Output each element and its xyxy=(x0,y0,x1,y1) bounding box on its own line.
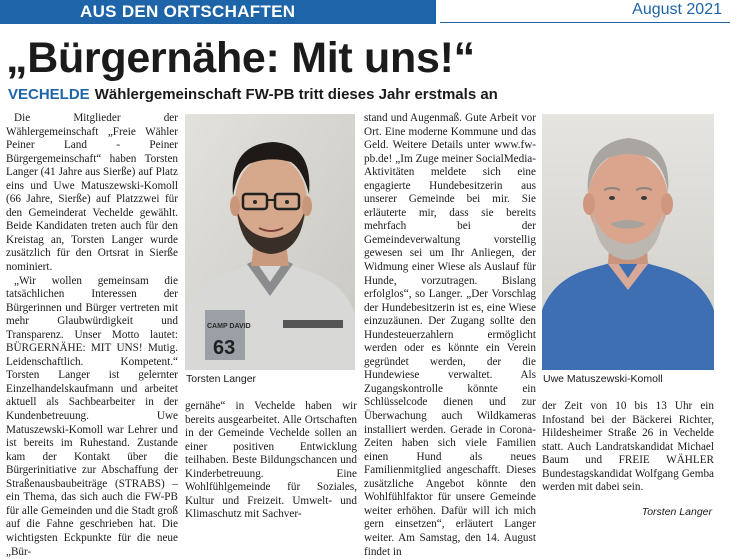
paragraph: stand und Augenmaß. Gute Arbeit vor Ort. Eine moderne Kommune und das Geld. Weitere Details unter www.fw-pb.de! „Im Zuge meiner SocialMedia-Aktivitäten meldete sich eine engagierte Hundebesitzerin aus unserer Gemeinde bei mir. Sie erläuterte mir, dass sie bereits mehrfach bei der Gemeindeverwaltung vorstellig gewesen sei um Ihr Anliegen, der Widmung einer Wiese als Auslauf für Hunde, vorzutragen. Bislang erfolglos“, so Langer. „Der Vorschlag der Hundebesitzerin ist es, eine Wiese einzuzäunen. Der Zugang sollte den Hundesteuerzahlern ermöglicht werden oder es könnte ein Verein gegründet werden, der die Hundewiese verwaltet. Als Zugangskontrolle könnte ein Schlüsselcode dienen und zur Überwachung auch Wildkameras installiert werden. Gerade in Corona-Zeiten haben sich viele Familien einen Hund als neues Familienmitglied angeschafft. Dieses zusätzliche Angebot könnte den Wohlfühlfaktor für unsere Gemeinde weiter erhöhen. Dafür will ich mich gern einsetzen“, erläutert Langer weiter. Am Samstag, den 14. August findet in xyxy=(364,112,536,558)
location-tag: VECHELDE xyxy=(8,86,90,103)
photo-caption-2: Uwe Matuszewski-Komoll xyxy=(543,373,663,385)
section-title: AUS DEN ORTSCHAFTEN xyxy=(80,2,296,21)
article-column-1 xyxy=(6,112,178,558)
portrait-illustration xyxy=(185,114,355,370)
paragraph: gernähe“ in Vechelde haben wir bereits ausgearbeitet. Alle Ortschaften in der Gemeinde Vechelde sollen an einer positiven Entwicklung teilhaben. Beste Bildungschancen und Kinderbetreuung. Eine Wohlfühlgemeinde für Soziales, Kultur und Freizeit. Umwelt- und Klimaschutz mit Sachver- xyxy=(185,400,357,521)
date-box xyxy=(440,0,730,23)
article-column-3 xyxy=(364,112,536,558)
photo-caption-1: Torsten Langer xyxy=(186,373,257,385)
article-headline: „Bürgernähe: Mit uns!“ xyxy=(6,34,475,82)
paragraph: „Wir wollen gemeinsam die tatsächlichen Interessen der Bürgerinnen und Bürger vertreten mit mehr Glaubwürdigkeit und Transparenz. Unser Motto lautet: BÜRGERNÄHE: MIT UNS! Mutig. Leidenschaftlich. Kompetent.“ Torsten Langer ist gelernter Einzelhandelskaufmann und arbeitet aktuell als Sachbearbeiter in der Kundenbetreuung. Uwe Matuszewski-Komoll war Lehrer und ist bereits im Ruhestand. Zustande kam der Kontakt über die Bürgerinitiative zur Abschaffung der Straßenausbaubeiträge (STRABS) – ein Thema, das sich auch die FW-PB für alle Gemeinden und die Stadt groß auf die Fahne geschrieben hat. Die wichtigsten Eckpunkte für die neue „Bür- xyxy=(6,274,178,558)
article-column-4 xyxy=(542,400,714,500)
subheadline-text: Wählergemeinschaft FW-PB tritt dieses Jahr erstmals an xyxy=(94,86,498,103)
photo-uwe-matuszewski-komoll xyxy=(542,114,714,370)
paragraph: Die Mitglieder der Wählergemeinschaft „Freie Wähler Peiner Land - Peiner Bürgergemeinschaft“ haben Torsten Langer (41 Jahre aus Sierße) auf Platz eins und Uwe Matuszewski-Komoll (66 Jahre, Sierße) auf Platzzwei für den Gemeinderat Vechelde gewählt. Beide Kandidaten treten auch für den Kreistag an, Torsten Langer wurde zusätzlich für den Ortsrat in Sierße nominiert. xyxy=(6,112,178,274)
shirt-print-number: 63 xyxy=(213,337,236,359)
portrait-illustration xyxy=(542,114,714,370)
issue-date: August 2021 xyxy=(632,1,722,18)
article-column-2 xyxy=(185,400,357,522)
photo-torsten-langer xyxy=(185,114,355,370)
article-subheadline xyxy=(8,85,498,105)
shirt-print-brand: CAMP DAVID xyxy=(207,323,251,330)
paragraph: der Zeit von 10 bis 13 Uhr ein Infostand bei der Bäckerei Richter, Hildesheimer Straße 26 in Vechelde statt. Auch Landratskandidat Michael Baum und FREIE WÄHLER Bundestagskandidat Wolfgang Gemba werden mit dabei sein. xyxy=(542,400,714,494)
article-author: Torsten Langer xyxy=(641,506,712,518)
